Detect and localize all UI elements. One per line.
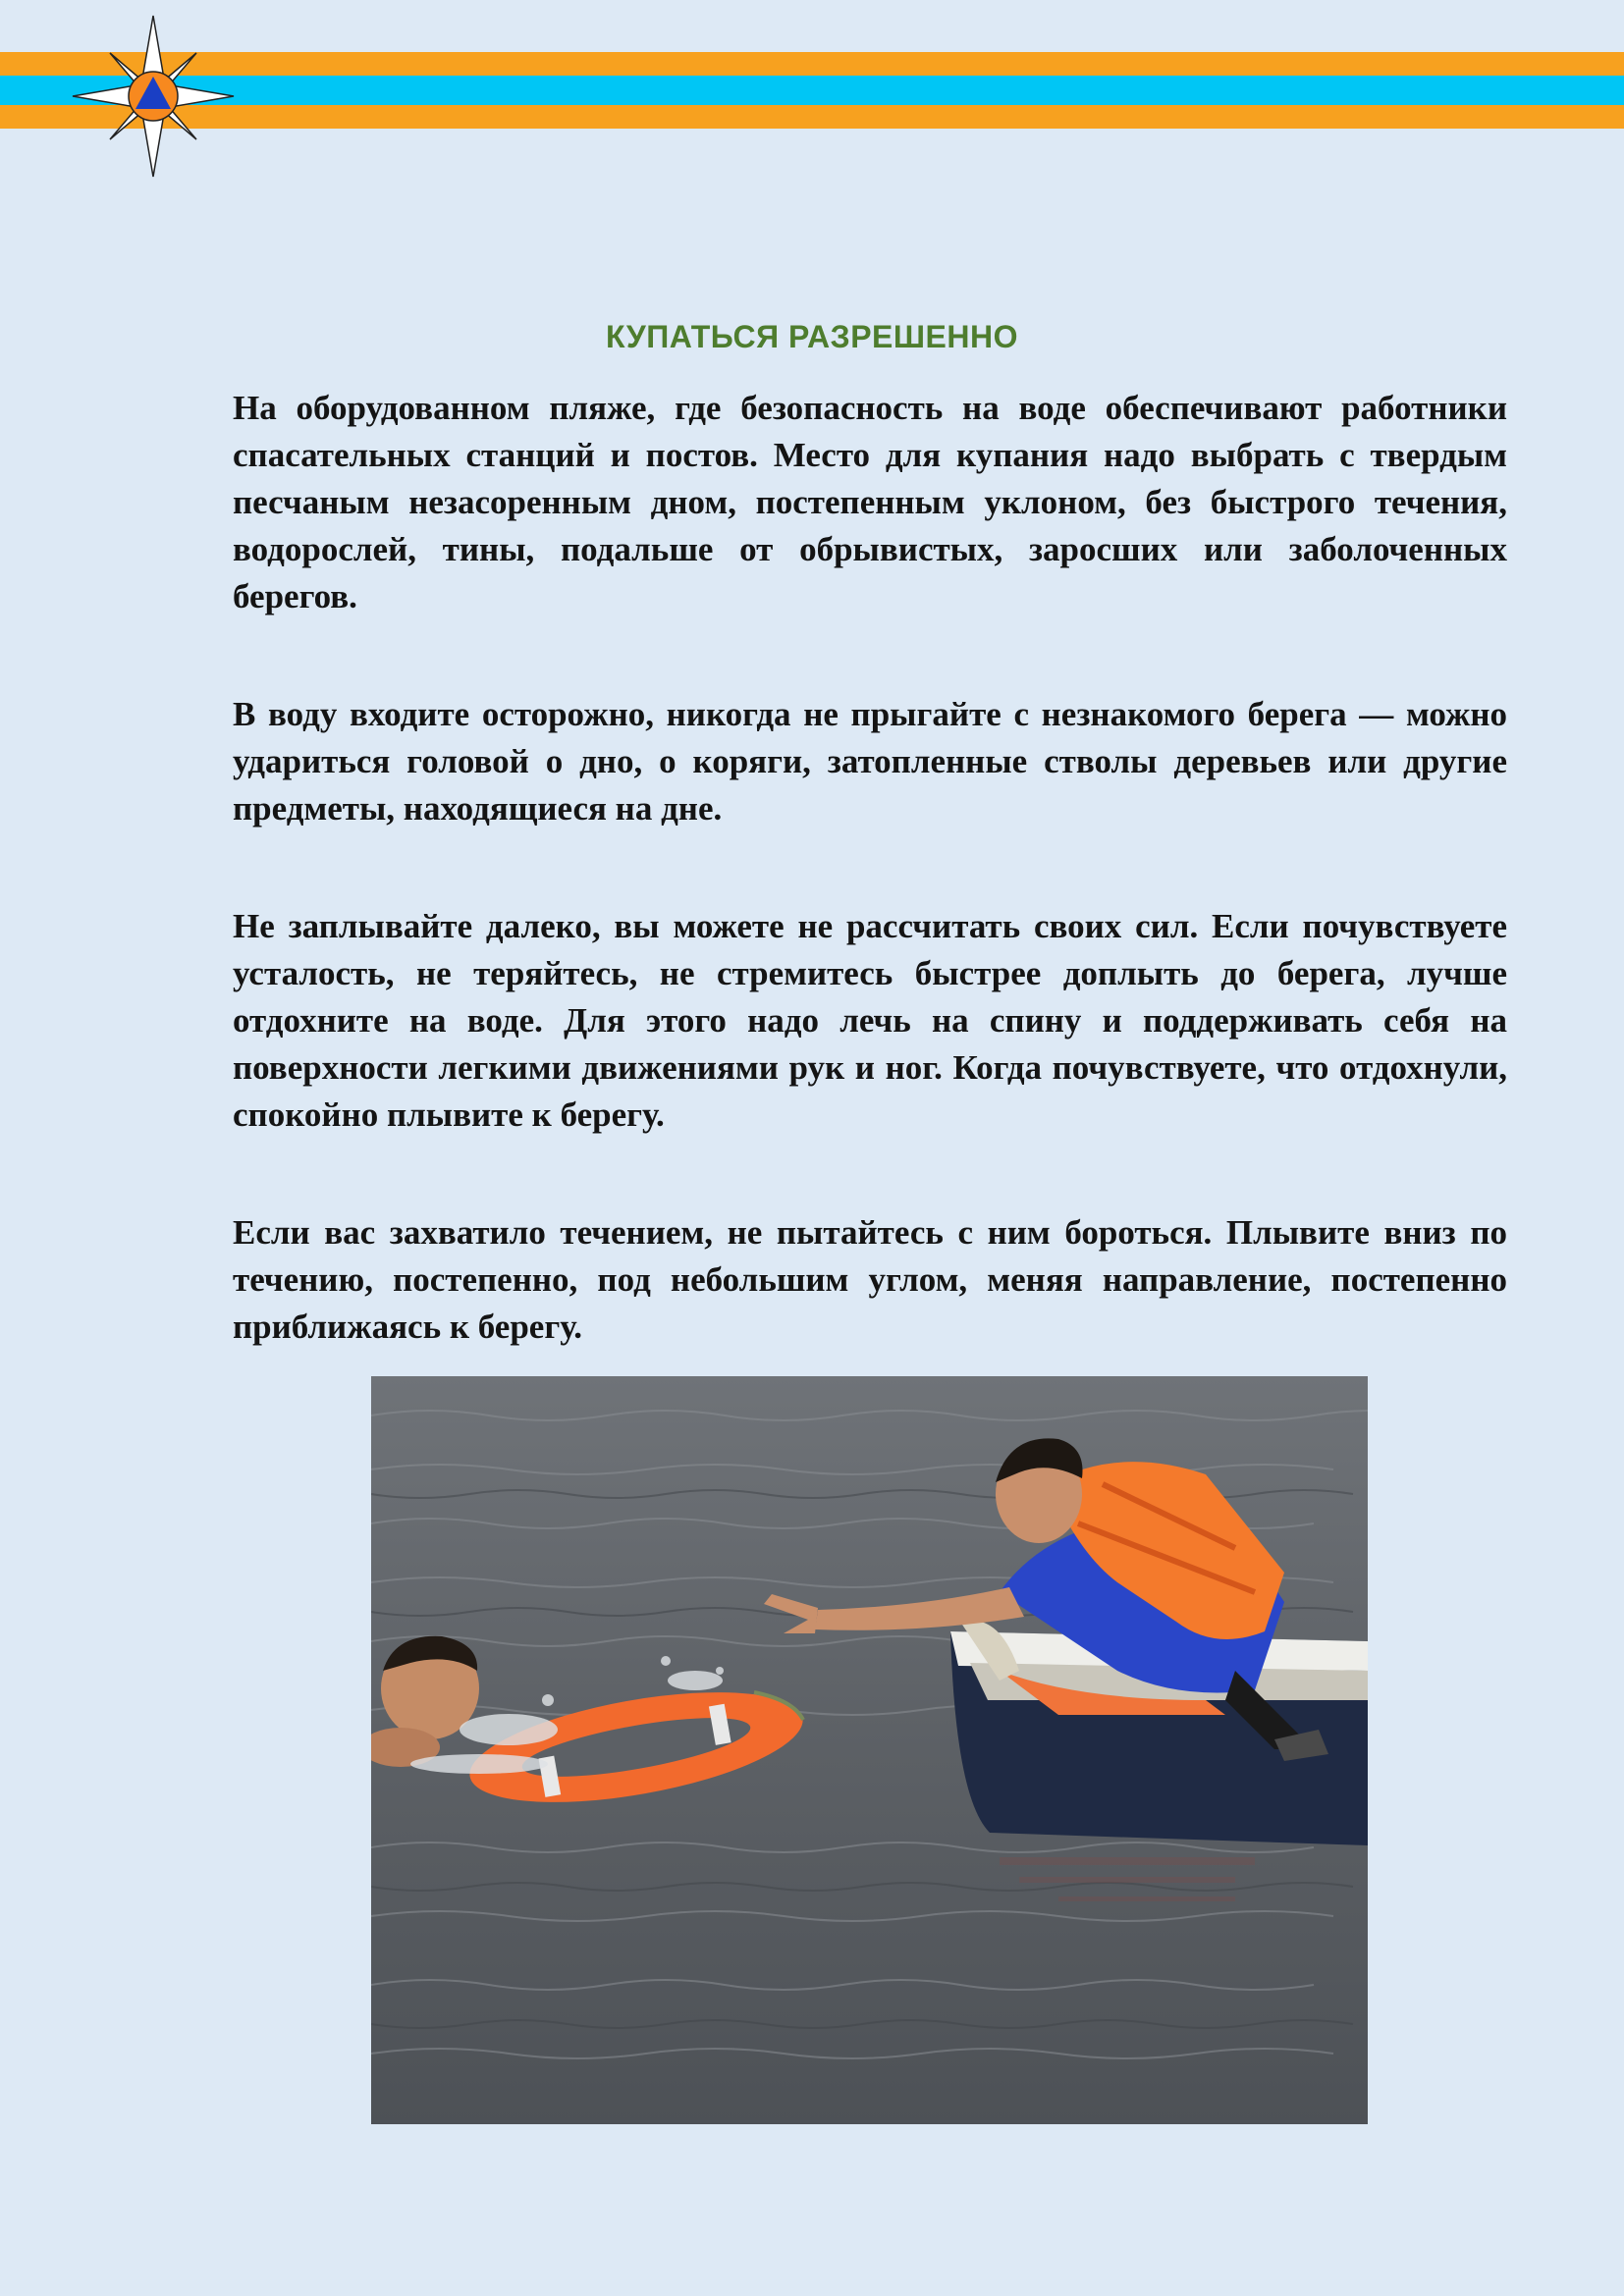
stripe-cyan [0, 76, 1624, 105]
paragraph-beach-rules: На оборудованном пляже, где безопасность на воде обеспечивают работники спасательных станций и постов. Место для купания надо выбрать с твердым песчаным незасоренным дном, постепенным уклоном, без быстрого течения, водорослей, тины, подальше от обрывистых, заросших или заболоченных берегов. [233, 389, 1507, 615]
stripe-orange-bottom [0, 105, 1624, 129]
paragraph-current: Если вас захватило течением, не пытайтесь с ним бороться. Плывите вниз по течению, постепенно, под небольшим углом, меняя направление, постепенно приближаясь к берегу. [233, 1213, 1507, 1346]
paragraph-dont-swim-far: Не заплывайте далеко, вы можете не рассчитать своих сил. Если почувствуете усталость, не теряйтесь, не стремитесь быстрее доплыть до берега, лучше отдохните на воде. Для этого надо лечь на спину и поддерживать себя на поверхности легкими движениями рук и ног. Когда почувствуете, что отдохнули, спокойно плывите к берегу. [233, 907, 1507, 1134]
water-rescue-photo-icon [371, 1376, 1368, 2124]
text-body [233, 385, 1507, 1351]
paragraph-entering-water: В воду входите осторожно, никогда не прыгайте с незнакомого берега — можно удариться головой о дно, о коряги, затопленные стволы деревьев или другие предметы, находящиеся на дне. [233, 695, 1507, 828]
page-title: КУПАТЬСЯ РАЗРЕШЕННО [606, 319, 1018, 354]
stripe-orange-top [0, 52, 1624, 76]
emergency-star-emblem-icon [71, 14, 236, 179]
header-stripes [0, 0, 1624, 137]
